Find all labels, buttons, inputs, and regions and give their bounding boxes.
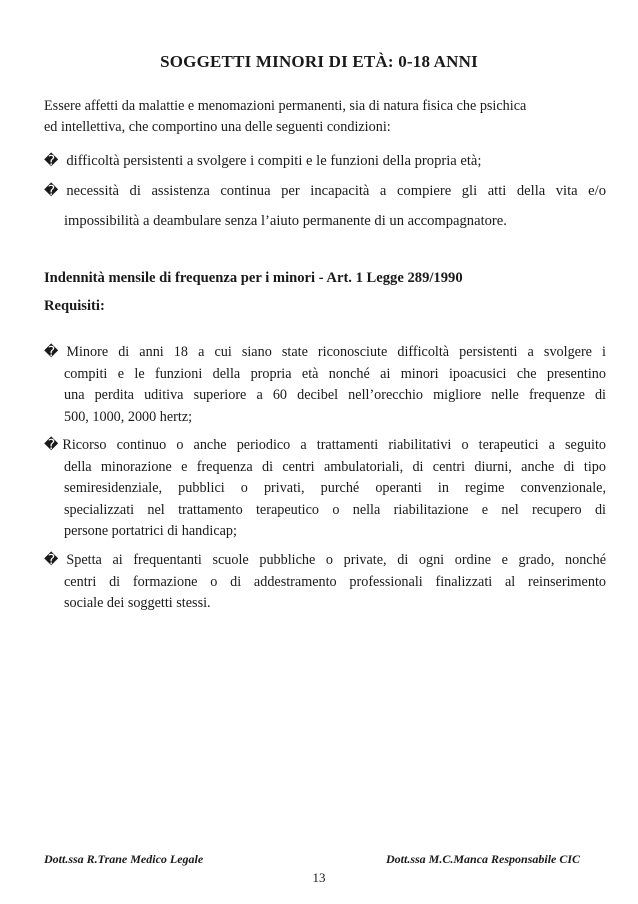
requisite-item [44, 435, 606, 543]
requisite-text: 500, 1000, 2000 hertz; [64, 408, 193, 425]
intro-line: Essere affetti da malattie e menomazioni permanenti, sia di natura fisica che psichica [44, 98, 527, 114]
requisite-item [44, 550, 606, 615]
bullet-icon: � [44, 153, 59, 169]
requisite-text: Minore di anni 18 a cui siano state riconosciute difficoltà persistenti a svolgere i [66, 344, 606, 360]
condition-item [44, 176, 606, 236]
bullet-icon: � [44, 437, 59, 453]
requisiti-label: Requisiti: [44, 298, 105, 314]
requisite-text: una perdita uditiva superiore a 60 decibel nell’orecchio migliore nelle frequenze di [64, 387, 606, 403]
page-number: 13 [312, 870, 326, 885]
bullet-icon: � [44, 344, 59, 360]
condition-text: necessità di assistenza continua per incapacità a compiere gli atti della vita e/o [66, 183, 606, 199]
requisite-text: specializzati nel trattamento terapeutico o nella riabilitazione e nel recupero di [64, 501, 606, 518]
requisite-item [44, 342, 606, 428]
requisite-text: della minorazione e frequenza di centri ambulatoriali, di centri diurni, anche di tipo [64, 458, 606, 475]
condition-item [44, 146, 606, 176]
bullet-icon: � [44, 183, 59, 199]
footer-right-author: Dott.ssa M.C.Manca Responsabile CIC [386, 852, 581, 866]
footer-left-author: Dott.ssa R.Trane Medico Legale [44, 852, 204, 866]
section-title: Indennità mensile di frequenza per i minori - Art. 1 Legge 289/1990 [44, 270, 463, 286]
condition-text: difficoltà persistenti a svolgere i compiti e le funzioni della propria età; [66, 153, 482, 169]
requisite-text: Spetta ai frequentanti scuole pubbliche o private, di ogni ordine e grado, nonché [66, 552, 606, 568]
bullet-icon: � [44, 552, 59, 568]
intro-line: ed intellettiva, che comportino una delle seguenti condizioni: [44, 119, 391, 135]
requisite-text: centri di formazione o di addestramento professionali finalizzati al reinserimento [64, 573, 606, 590]
requisite-text: persone portatrici di handicap; [64, 523, 237, 539]
requisite-text: compiti e le funzioni della propria età nonché ai minori ipoacusici che presentino [64, 365, 606, 382]
page-title: SOGGETTI MINORI DI ETÀ: 0-18 ANNI [160, 52, 478, 71]
requisite-text: semiresidenziale, pubblici o privati, purché operanti in regime convenzionale, [64, 480, 606, 496]
requisite-text: sociale dei soggetti stessi. [64, 595, 211, 611]
intro-paragraph [44, 96, 604, 138]
condition-text: impossibilità a deambulare senza l’aiuto permanente di un accompagnatore. [64, 213, 507, 229]
requisite-text: Ricorso continuo o anche periodico a trattamenti riabilitativi o terapeutici a seguito [62, 437, 606, 453]
